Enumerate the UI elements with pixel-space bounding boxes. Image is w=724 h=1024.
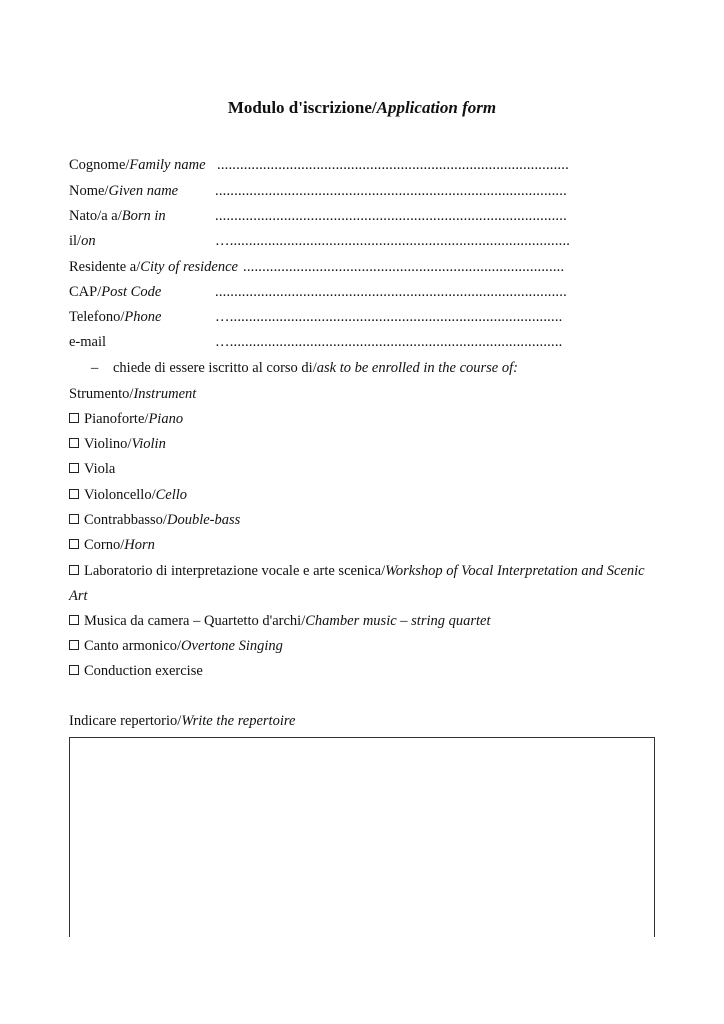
course-option-conduction-exercise[interactable]: Conduction exercise: [69, 661, 203, 681]
form-title: [0, 96, 724, 120]
phone-input[interactable]: ….......................................................................................: [215, 309, 563, 325]
checkbox-chamber-music[interactable]: [69, 615, 79, 625]
residence-field[interactable]: [69, 257, 569, 277]
residence-label: Residente a/City of residence: [69, 259, 238, 275]
family-name-input[interactable]: ............................................................................................: [217, 157, 569, 173]
course-option-double-bass[interactable]: Contrabbasso/Double-bass: [69, 510, 240, 530]
checkbox-double-bass[interactable]: [69, 514, 79, 524]
checkbox-viola[interactable]: [69, 463, 79, 473]
born-in-input[interactable]: ............................................................................................: [215, 208, 567, 224]
course-option-chamber-music[interactable]: Musica da camera – Quartetto d'archi/Chamber music – string quartet: [69, 611, 491, 631]
post-code-input[interactable]: ............................................................................................: [215, 284, 567, 300]
course-option-cello[interactable]: Violoncello/Cello: [69, 485, 187, 505]
enrollment-request-text: chiede di essere iscritto al corso di/ask to be enrolled in the course of:: [113, 360, 518, 376]
checkbox-cello[interactable]: [69, 489, 79, 499]
checkbox-horn[interactable]: [69, 539, 79, 549]
post-code-label: CAP/Post Code: [69, 284, 162, 300]
email-field[interactable]: [69, 332, 569, 352]
course-option-piano[interactable]: Pianoforte/Piano: [69, 409, 183, 429]
given-name-input[interactable]: ............................................................................................: [215, 183, 567, 199]
given-name-field[interactable]: [69, 181, 569, 201]
course-option-viola[interactable]: Viola: [69, 459, 115, 479]
born-in-field[interactable]: [69, 206, 569, 226]
family-name-label: Cognome/Family name: [69, 157, 206, 173]
post-code-field[interactable]: [69, 282, 569, 302]
checkbox-conduction-exercise[interactable]: [69, 665, 79, 675]
phone-label: Telefono/Phone: [69, 309, 162, 325]
repertoire-label: Indicare repertorio/Write the repertoire: [69, 713, 296, 729]
family-name-field[interactable]: [69, 155, 569, 175]
born-in-label: Nato/a a/Born in: [69, 208, 166, 224]
form-title-italic: Application form: [376, 98, 497, 117]
birth-date-input[interactable]: ….........................................................................................: [215, 233, 571, 249]
instrument-heading: Strumento/Instrument: [69, 386, 197, 402]
birth-date-field[interactable]: [69, 231, 569, 251]
phone-field[interactable]: [69, 307, 569, 327]
course-option-vocal-workshop-continued: Art: [69, 588, 88, 604]
course-option-vocal-workshop[interactable]: Laboratorio di interpretazione vocale e arte scenica/Workshop of Vocal Interpretation and Scenic: [69, 561, 645, 581]
residence-input[interactable]: ....................................................................................: [243, 259, 565, 275]
repertoire-textarea[interactable]: [69, 737, 655, 937]
list-dash: –: [91, 360, 99, 376]
checkbox-vocal-workshop[interactable]: [69, 565, 79, 575]
form-title-main: Modulo d'iscrizione/: [227, 98, 377, 117]
course-option-overtone-singing[interactable]: Canto armonico/Overtone Singing: [69, 636, 283, 656]
email-input[interactable]: ….......................................................................................: [215, 334, 563, 350]
course-option-violin[interactable]: Violino/Violin: [69, 434, 166, 454]
email-label: e-mail: [69, 334, 107, 350]
given-name-label: Nome/Given name: [69, 183, 179, 199]
birth-date-label: il/on: [69, 233, 96, 249]
checkbox-violin[interactable]: [69, 438, 79, 448]
course-option-horn[interactable]: Corno/Horn: [69, 535, 155, 555]
checkbox-overtone-singing[interactable]: [69, 640, 79, 650]
checkbox-piano[interactable]: [69, 413, 79, 423]
